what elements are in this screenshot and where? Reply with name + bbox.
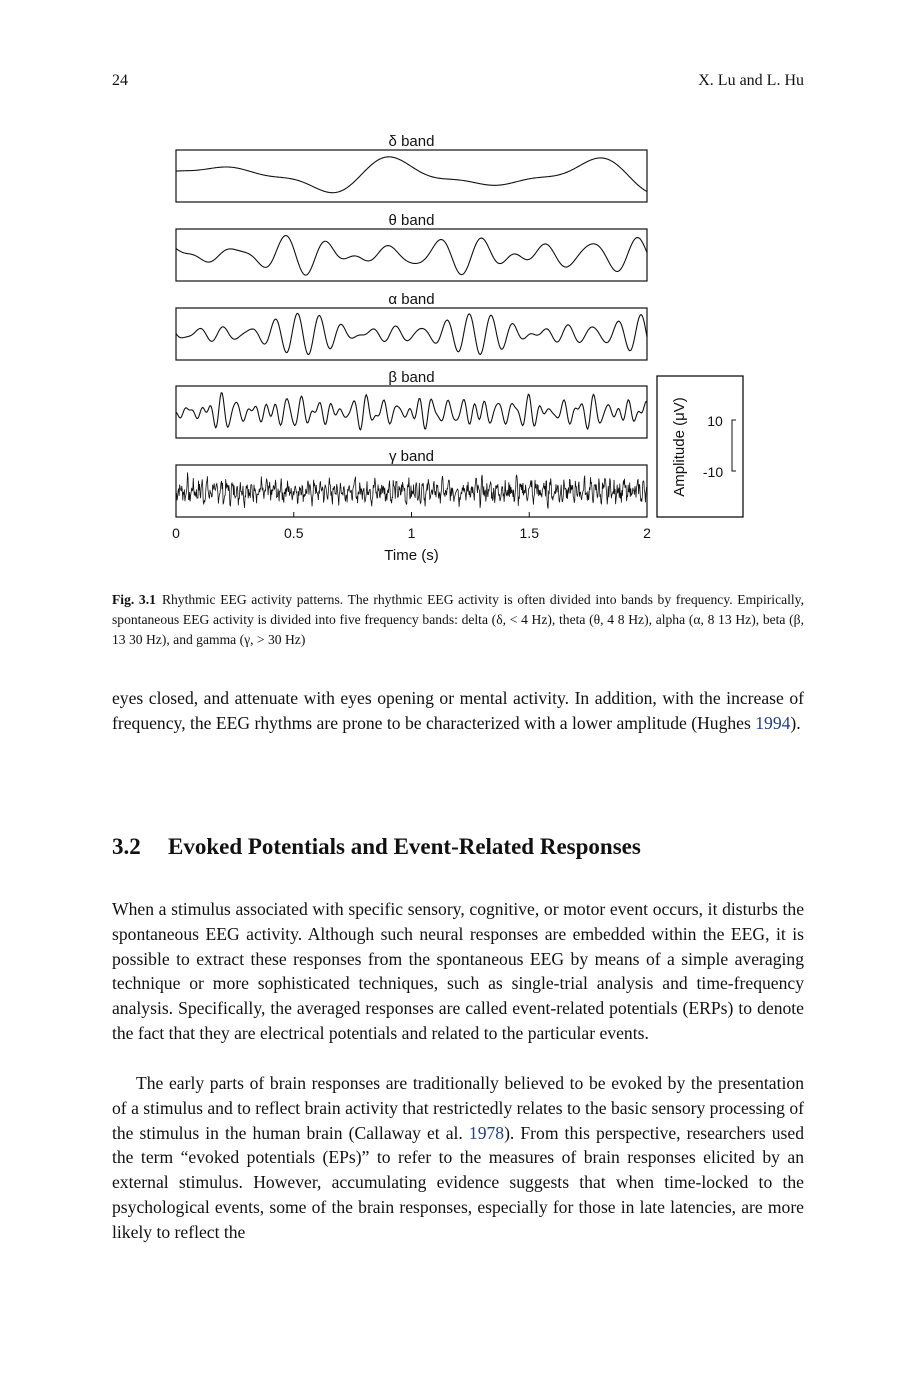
band-waveform <box>176 313 647 354</box>
citation-link[interactable]: 1978 <box>468 1122 505 1143</box>
band-waveform <box>176 236 647 276</box>
paragraph-text: ). <box>790 712 801 733</box>
paragraph <box>112 1071 804 1245</box>
x-tick-label: 0.5 <box>284 525 304 541</box>
band-title: γ band <box>388 448 435 465</box>
scale-bar-bracket <box>732 420 736 471</box>
x-tick-label: 0 <box>172 525 180 541</box>
figure-caption-text: Rhythmic EEG activity patterns. The rhythmic EEG activity is often divided into bands by frequency. Empirically, spontaneous EEG activity is divided into five frequency bands: delta (δ, < 4 Hz), theta (θ, 4 8 Hz), alpha (α, 8 13 Hz), beta (β, 13 30 Hz), and gamma (γ, > 30 Hz) <box>112 592 804 647</box>
band-waveform <box>176 157 647 193</box>
band-title: α band <box>388 291 435 308</box>
paragraph-text: eyes closed, and attenuate with eyes opening or mental activity. In addition, with the increase of frequency, the EEG rhythms are prone to be characterized with a lower amplitude (Hughes <box>112 688 804 733</box>
scale-bar-box <box>657 376 743 517</box>
page-number: 24 <box>112 72 128 89</box>
figure-caption <box>112 590 804 650</box>
band-title: δ band <box>388 133 435 150</box>
x-axis-label: Time (s) <box>384 547 439 564</box>
band-title: β band <box>388 369 435 386</box>
section-title: Evoked Potentials and Event-Related Responses <box>168 834 641 859</box>
paragraph: When a stimulus associated with specific sensory, cognitive, or motor event occurs, it disturbs the spontaneous EEG activity. Although such neural responses are embedded within the EEG, it is possible to extract these responses from the spontaneous EEG by means of a simple averaging technique or more sophisticated techniques, such as single-trial analysis and time-frequency analysis. Specifically, the averaged responses are called event-related potentials (ERPs) to denote the fact that they are electrical potentials and related to the particular events. <box>112 899 804 1043</box>
band-waveform <box>176 393 647 430</box>
section-heading <box>112 834 641 860</box>
running-head: X. Lu and L. Hu <box>698 72 804 89</box>
scale-bar-label: Amplitude (μV) <box>671 397 688 497</box>
section-number: 3.2 <box>112 834 141 859</box>
band-panel-frame <box>176 229 647 281</box>
x-tick-label: 1.5 <box>519 525 539 541</box>
paragraph <box>112 686 804 736</box>
eeg-band-chart <box>150 125 770 570</box>
paragraph-text: ). From this perspective, researchers used the term “evoked potentials (EPs)” to refer to the measures of brain responses elicited by an external stimulus. However, accumulating evidence suggests that when time-locked to the psychological events, some of the brain responses, especially for those in late latencies, are more likely to reflect the <box>112 1122 804 1242</box>
x-tick-label: 1 <box>407 525 416 541</box>
band-title: θ band <box>388 212 435 229</box>
x-tick-label: 2 <box>643 525 651 541</box>
band-panel-frame <box>176 150 647 202</box>
figure-label: Fig. 3.1 <box>112 592 156 607</box>
band-waveform <box>176 472 647 508</box>
scale-bar-top-value: 10 <box>707 413 723 429</box>
paragraph-text: The early parts of brain responses are traditionally believed to be evoked by the presentation of a stimulus and to reflect brain activity that restrictedly relates to the basic sensory processing of the stimulus in the human brain (Callaway et al. <box>112 1073 804 1143</box>
scale-bar-bottom-value: -10 <box>702 464 724 480</box>
citation-link[interactable]: 1994 <box>755 712 791 733</box>
figure-eeg-bands <box>150 125 770 575</box>
band-panel-frame <box>176 308 647 360</box>
